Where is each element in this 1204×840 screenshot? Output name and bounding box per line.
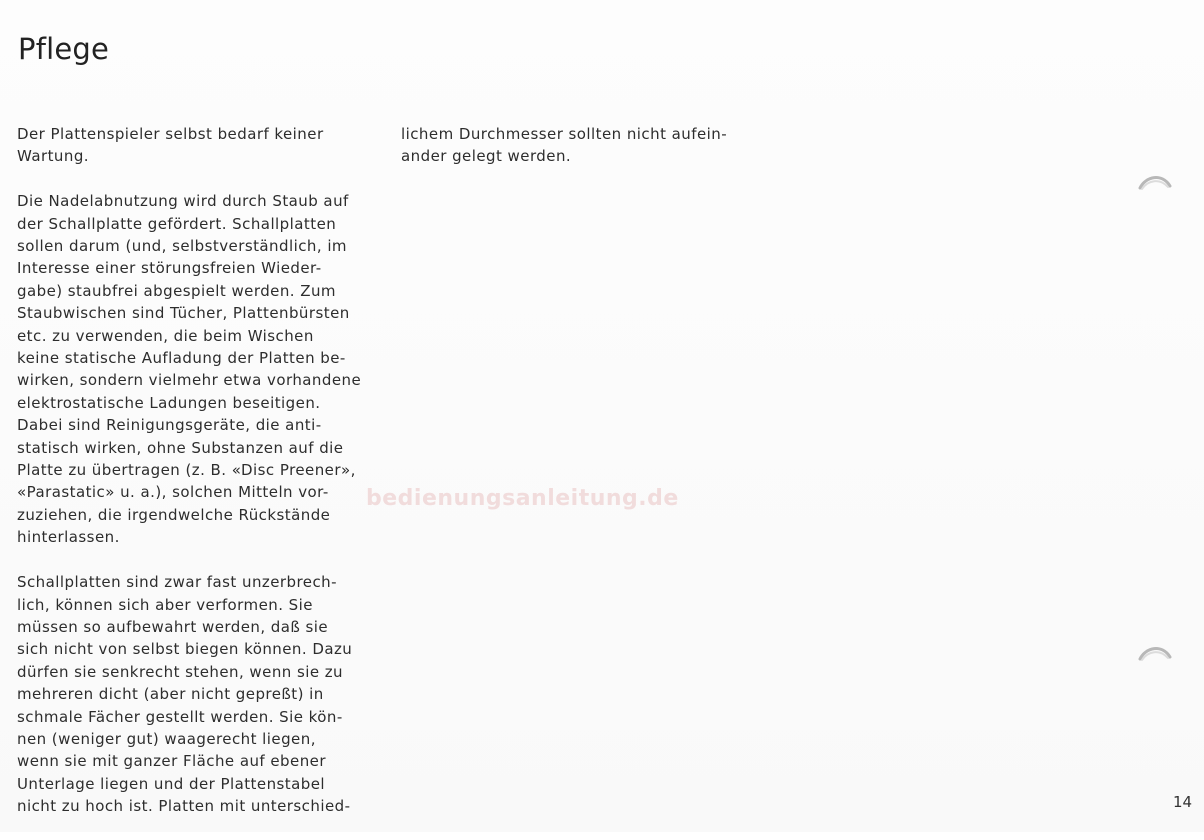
- text-line: zuziehen, die irgendwelche Rückstände: [17, 505, 331, 524]
- text-line: der Schallplatte gefördert. Schallplatten: [17, 214, 337, 233]
- text-line: Staubwischen sind Tücher, Plattenbürsten: [17, 304, 350, 323]
- text-line: Interesse einer störungsfreien Wieder-: [17, 259, 322, 278]
- text-line: ander gelegt werden.: [401, 147, 572, 166]
- text-line: Der Plattenspieler selbst bedarf keiner: [17, 125, 324, 143]
- text-line: schmale Fächer gestellt werden. Sie kön-: [17, 707, 343, 726]
- text-line: müssen so aufbewahrt werden, daß sie: [17, 617, 329, 636]
- punch-hole-icon: [1138, 174, 1172, 196]
- text-line: Platte zu übertragen (z. B. «Disc Preener»,: [17, 461, 356, 480]
- text-line: dürfen sie senkrecht stehen, wenn sie zu: [17, 662, 344, 681]
- text-line: etc. zu verwenden, die beim Wischen: [17, 326, 314, 345]
- text-line: wirken, sondern vielmehr etwa vorhandene: [17, 371, 362, 390]
- text-line: Die Nadelabnutzung wird durch Staub auf: [17, 192, 349, 211]
- text-line: wenn sie mit ganzer Fläche auf ebener: [17, 752, 326, 771]
- text-line: Dabei sind Reinigungsgeräte, die anti-: [17, 416, 322, 435]
- text-line: Wartung.: [17, 147, 90, 166]
- text-line: hinterlassen.: [17, 528, 120, 547]
- text-line: Unterlage liegen und der Plattenstabel: [17, 774, 326, 793]
- paragraph-maintenance: [17, 123, 377, 168]
- page-number: 14: [1173, 793, 1193, 811]
- watermark-text: bedienungsanleitung.de: [366, 486, 679, 511]
- paragraph-dust: [17, 190, 377, 549]
- paragraph-storage: [17, 571, 377, 817]
- text-line: nen (weniger gut) waagerecht liegen,: [17, 729, 316, 748]
- text-line: «Parastatic» u. a.), solchen Mitteln vor-: [17, 483, 329, 502]
- paragraph-storage-continued: [401, 123, 761, 168]
- right-text-column: [401, 123, 761, 190]
- text-line: gabe) staubfrei abgespielt werden. Zum: [17, 281, 336, 300]
- text-line: elektrostatische Ladungen beseitigen.: [17, 393, 321, 412]
- text-line: statisch wirken, ohne Substanzen auf die: [17, 438, 344, 457]
- punch-hole-icon: [1138, 645, 1172, 667]
- text-line: Schallplatten sind zwar fast unzerbrech-: [17, 573, 337, 592]
- left-text-column: [17, 123, 377, 840]
- text-line: keine statische Aufladung der Platten be-: [17, 349, 346, 368]
- text-line: sollen darum (und, selbstverständlich, im: [17, 237, 347, 256]
- text-line: sich nicht von selbst biegen können. Dazu: [17, 640, 353, 659]
- page-title: Pflege: [18, 32, 110, 66]
- text-line: lichem Durchmesser sollten nicht aufein-: [401, 125, 728, 143]
- text-line: mehreren dicht (aber nicht gepreßt) in: [17, 685, 324, 704]
- text-line: lich, können sich aber verformen. Sie: [17, 595, 313, 614]
- text-line: nicht zu hoch ist. Platten mit unterschied-: [17, 797, 351, 816]
